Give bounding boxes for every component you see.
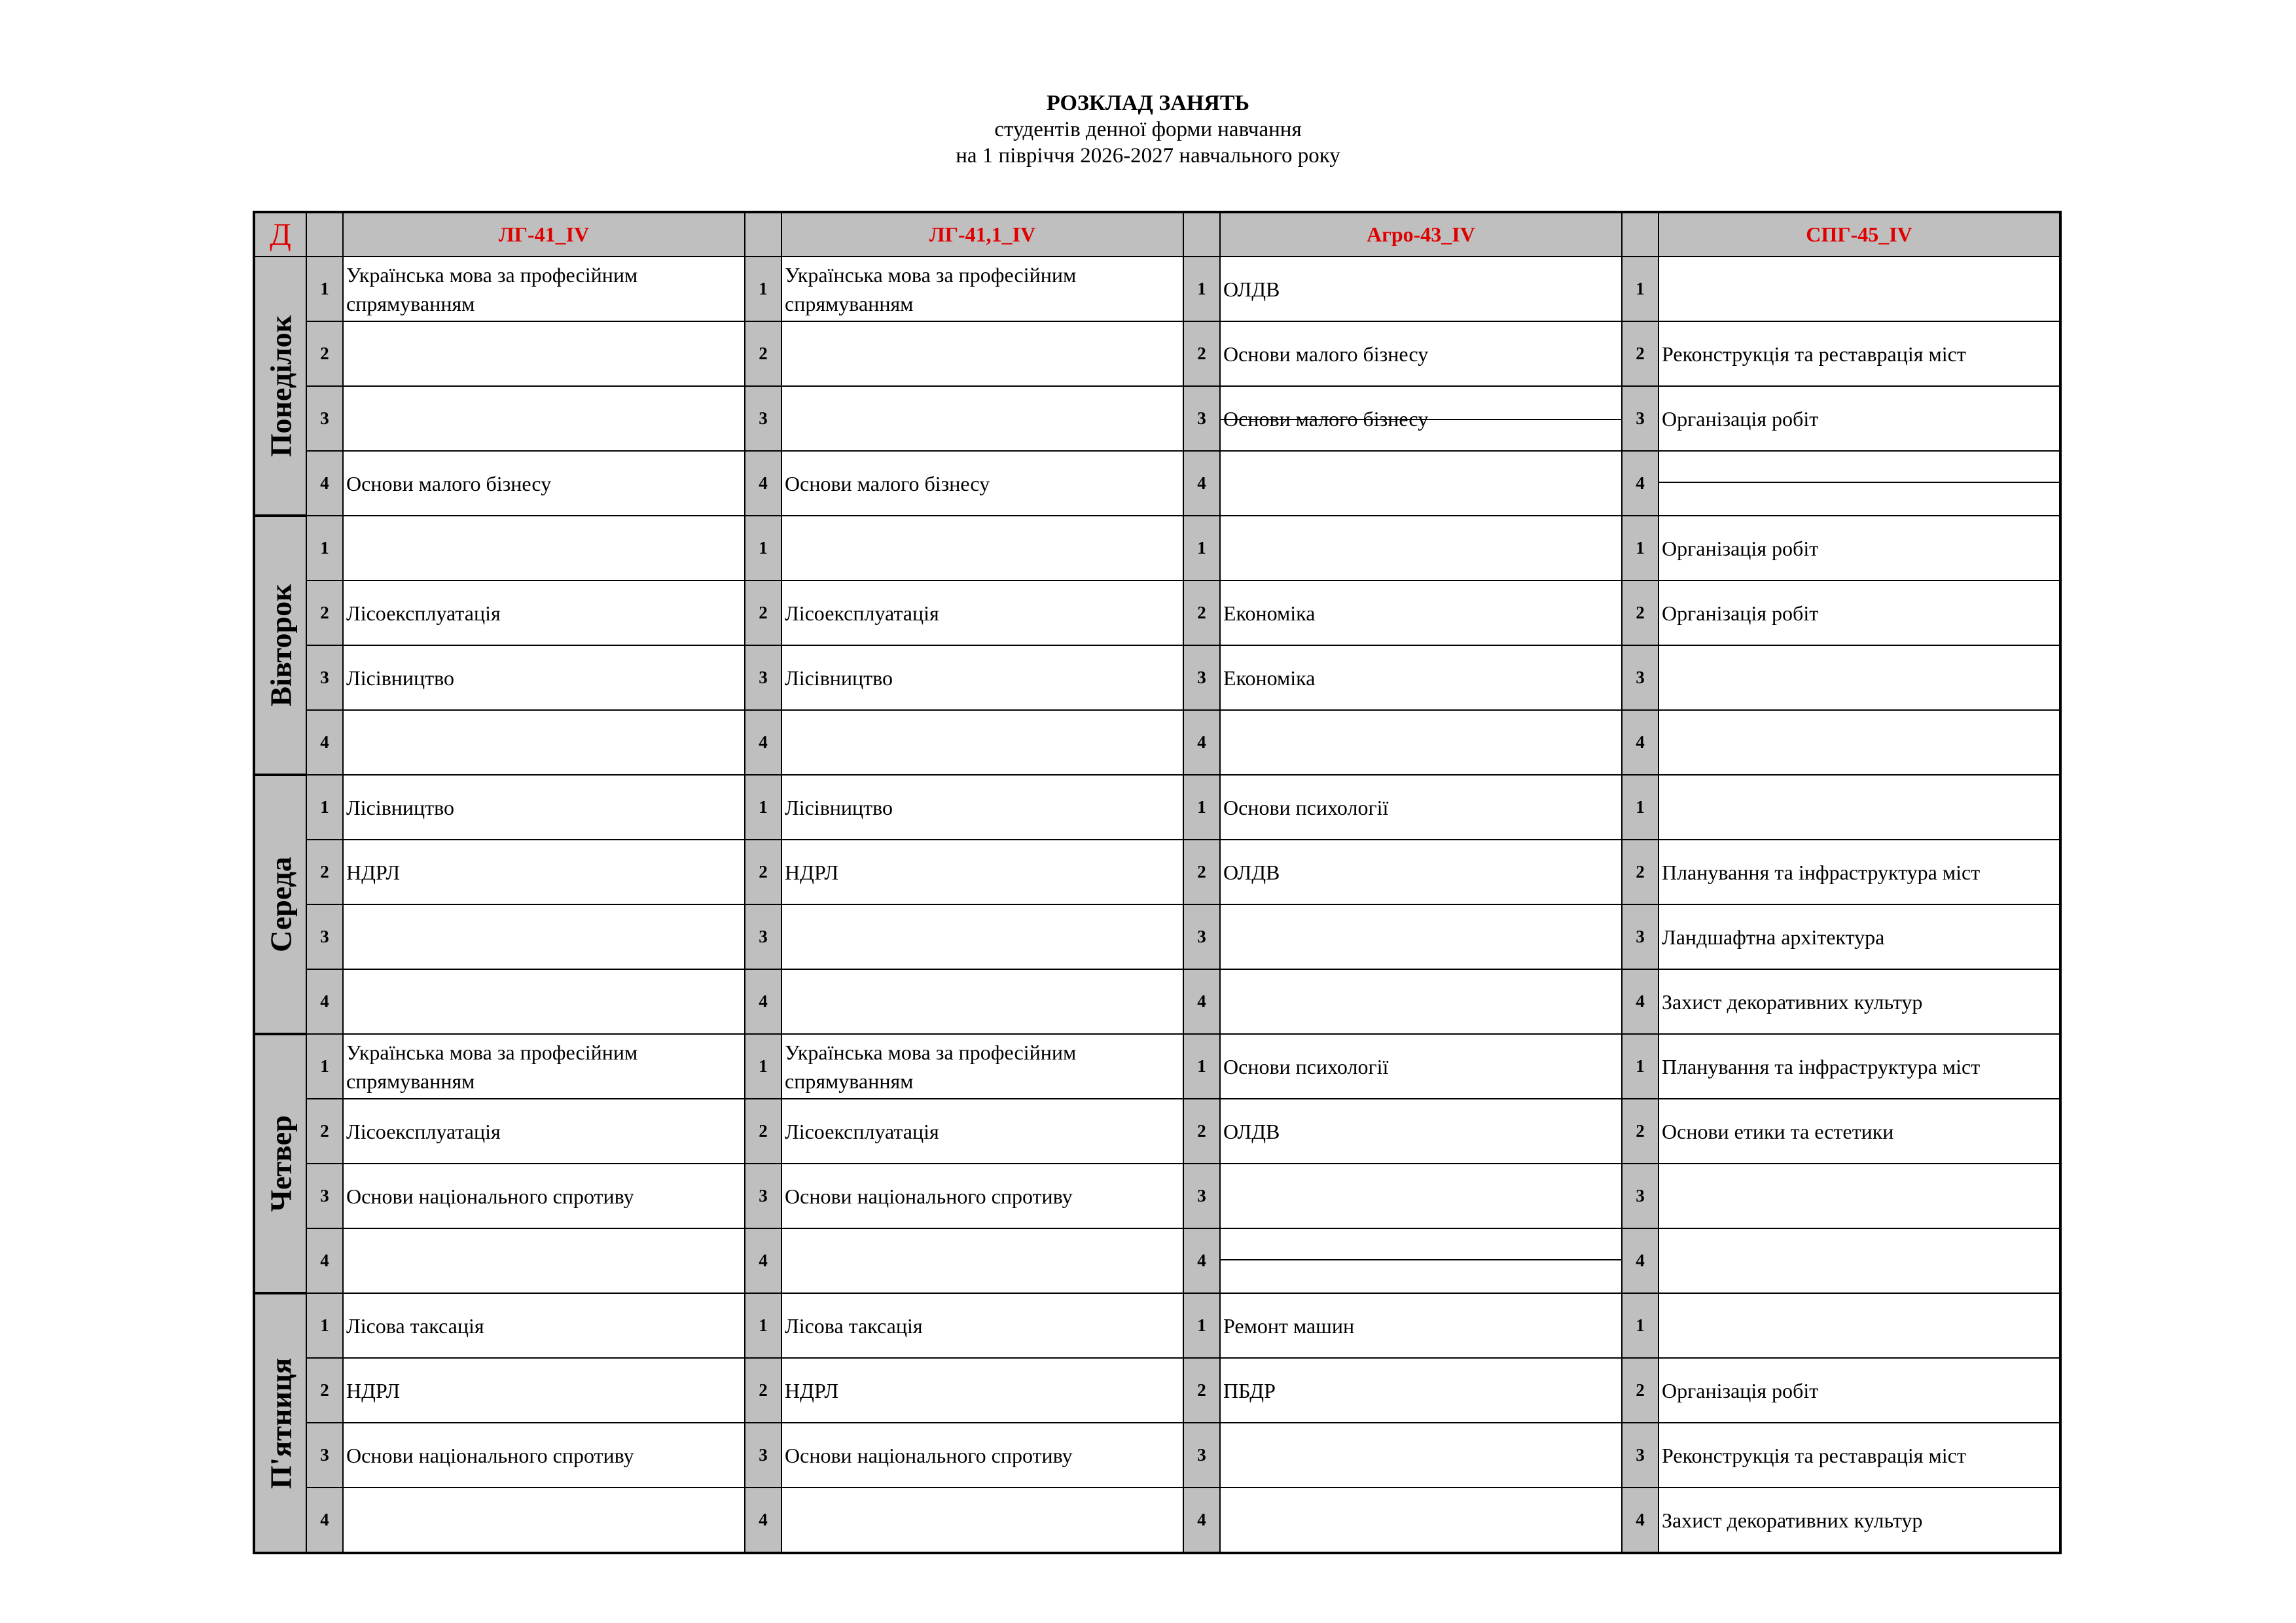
- lesson-number: 2: [306, 321, 343, 386]
- day-cell: [254, 1034, 306, 1293]
- subject-cell: [1659, 451, 2060, 516]
- lesson-number: 4: [306, 969, 343, 1034]
- lesson-row: [254, 840, 2060, 904]
- group-header: ЛГ-41_IV: [343, 212, 745, 257]
- lesson-number: 4: [1183, 710, 1220, 775]
- lesson-row: [254, 1034, 2060, 1099]
- lesson-number: 2: [745, 321, 781, 386]
- lesson-number: 1: [745, 775, 781, 840]
- lesson-number: 1: [1183, 775, 1220, 840]
- lesson-number: 3: [1183, 645, 1220, 710]
- subject-cell: Основи психології: [1220, 775, 1622, 840]
- lesson-number: 2: [1183, 580, 1220, 645]
- lesson-row: [254, 1099, 2060, 1164]
- subject-cell: [1220, 1228, 1622, 1293]
- day-cell: [254, 1293, 306, 1553]
- lesson-number: 1: [1183, 257, 1220, 321]
- lesson-number: 2: [745, 1099, 781, 1164]
- lesson-number: 3: [1622, 1423, 1659, 1488]
- lesson-number: 1: [1183, 516, 1220, 580]
- subject-cell: [343, 904, 745, 969]
- subject-cell: [343, 1488, 745, 1553]
- subject-cell: ОЛДВ: [1220, 257, 1622, 321]
- lesson-number: 4: [1622, 451, 1659, 516]
- lesson-row: [254, 645, 2060, 710]
- lesson-row: [254, 1358, 2060, 1423]
- group-header: ЛГ-41,1_IV: [781, 212, 1183, 257]
- group-header: Агро-43_IV: [1220, 212, 1622, 257]
- subject-cell: [1220, 1423, 1622, 1488]
- lesson-number: 1: [306, 1293, 343, 1358]
- subject-cell: [1220, 904, 1622, 969]
- lesson-number: 1: [1622, 257, 1659, 321]
- subject-cell: [1220, 1488, 1622, 1553]
- timetable: [253, 211, 2062, 1554]
- subject-cell: [1220, 451, 1622, 516]
- lesson-number: 2: [1622, 321, 1659, 386]
- subject-cell: Ландшафтна архітектура: [1659, 904, 2060, 969]
- schedule-subtitle-form: студентів денної форми навчання: [994, 118, 1302, 141]
- lesson-number: 1: [1622, 1034, 1659, 1099]
- subject-cell: ОЛДВ: [1220, 840, 1622, 904]
- day-label: П'ятниця: [264, 1357, 297, 1489]
- lesson-number: 4: [745, 710, 781, 775]
- lesson-number: 3: [306, 904, 343, 969]
- subject-cell: [343, 516, 745, 580]
- lesson-number: 1: [745, 257, 781, 321]
- lesson-number: 3: [1622, 904, 1659, 969]
- lesson-number: 1: [745, 516, 781, 580]
- subject-cell: Основи національного спротиву: [781, 1164, 1183, 1228]
- subject-cell: [781, 904, 1183, 969]
- lesson-row: [254, 1488, 2060, 1553]
- subject-cell: [781, 1228, 1183, 1293]
- lesson-row: [254, 321, 2060, 386]
- subject-cell: [1659, 1228, 2060, 1293]
- lesson-row: [254, 580, 2060, 645]
- lesson-number: 1: [1622, 1293, 1659, 1358]
- subject-cell: [1220, 1164, 1622, 1228]
- subject-cell: Економіка: [1220, 645, 1622, 710]
- lesson-number: 2: [1622, 580, 1659, 645]
- subject-cell: Організація робіт: [1659, 1358, 2060, 1423]
- day-label: Четвер: [264, 1115, 297, 1212]
- lesson-number: 4: [306, 1488, 343, 1553]
- lesson-number: 4: [1622, 1488, 1659, 1553]
- subject-cell: Лісова таксація: [343, 1293, 745, 1358]
- lesson-number: 2: [1183, 1358, 1220, 1423]
- lesson-number: 2: [306, 840, 343, 904]
- subject-cell: [1220, 516, 1622, 580]
- subject-cell: НДРЛ: [343, 840, 745, 904]
- subject-cell: НДРЛ: [343, 1358, 745, 1423]
- subject-cell: [1659, 645, 2060, 710]
- subject-cell: Лісоексплуатація: [343, 1099, 745, 1164]
- lesson-number: 4: [1622, 969, 1659, 1034]
- subject-cell: Лісівництво: [781, 645, 1183, 710]
- lesson-number: 1: [306, 775, 343, 840]
- lesson-number: 4: [1622, 710, 1659, 775]
- lesson-number: 4: [1183, 451, 1220, 516]
- subject-cell: Лісоексплуатація: [781, 1099, 1183, 1164]
- lesson-row: [254, 386, 2060, 451]
- number-column-header: [1183, 212, 1220, 257]
- lesson-row: [254, 516, 2060, 580]
- subject-cell: Реконструкція та реставрація міст: [1659, 321, 2060, 386]
- subject-cell: Основи психології: [1220, 1034, 1622, 1099]
- subject-cell: Планування та інфраструктура міст: [1659, 840, 2060, 904]
- subject-cell: [781, 321, 1183, 386]
- lesson-number: 2: [1183, 840, 1220, 904]
- lesson-number: 3: [306, 645, 343, 710]
- subject-cell: Лісівництво: [781, 775, 1183, 840]
- lesson-row: [254, 1293, 2060, 1358]
- group-header: СПГ-45_IV: [1659, 212, 2060, 257]
- lesson-number: 2: [1183, 321, 1220, 386]
- lesson-number: 3: [745, 904, 781, 969]
- day-cell: [254, 257, 306, 516]
- lesson-number: 3: [1622, 1164, 1659, 1228]
- subject-cell: [1659, 1293, 2060, 1358]
- lesson-row: [254, 904, 2060, 969]
- document-header: [0, 90, 2296, 169]
- lesson-row: [254, 710, 2060, 775]
- subject-cell: Українська мова за професійним спрямуванням: [781, 257, 1183, 321]
- subject-cell: [1659, 1164, 2060, 1228]
- subject-cell: Українська мова за професійним спрямуванням: [343, 257, 745, 321]
- subject-cell: [781, 516, 1183, 580]
- subject-cell: Економіка: [1220, 580, 1622, 645]
- subject-cell: Лісівництво: [343, 645, 745, 710]
- day-cell: [254, 516, 306, 775]
- subject-cell: [343, 969, 745, 1034]
- lesson-number: 4: [745, 1488, 781, 1553]
- schedule-title: РОЗКЛАД ЗАНЯТЬ: [1046, 91, 1250, 115]
- subject-cell: Ремонт машин: [1220, 1293, 1622, 1358]
- subject-cell: Основи національного спротиву: [343, 1423, 745, 1488]
- subject-cell: НДРЛ: [781, 840, 1183, 904]
- subject-cell: [1659, 710, 2060, 775]
- lesson-number: 1: [306, 516, 343, 580]
- lesson-row: [254, 1423, 2060, 1488]
- lesson-number: 3: [745, 1423, 781, 1488]
- number-column-header: [1622, 212, 1659, 257]
- lesson-number: 4: [745, 969, 781, 1034]
- lesson-number: 2: [745, 580, 781, 645]
- lesson-number: 3: [306, 1164, 343, 1228]
- lesson-number: 4: [306, 1228, 343, 1293]
- header-row: [254, 212, 2060, 257]
- subject-cell: [343, 1228, 745, 1293]
- subject-cell: [781, 386, 1183, 451]
- subject-cell: Лісівництво: [343, 775, 745, 840]
- lesson-number: 1: [745, 1293, 781, 1358]
- lesson-number: 2: [306, 580, 343, 645]
- subject-cell: [343, 386, 745, 451]
- subject-cell: Планування та інфраструктура міст: [1659, 1034, 2060, 1099]
- lesson-number: 4: [745, 1228, 781, 1293]
- subject-cell: Українська мова за професійним спрямуванням: [781, 1034, 1183, 1099]
- subject-cell: Лісова таксація: [781, 1293, 1183, 1358]
- lesson-row: [254, 451, 2060, 516]
- subject-cell: Захист декоративних культур: [1659, 969, 2060, 1034]
- subject-cell: [343, 710, 745, 775]
- day-column-header: Д: [254, 212, 306, 257]
- lesson-number: 2: [1622, 840, 1659, 904]
- lesson-number: 4: [306, 710, 343, 775]
- subject-cell: [781, 969, 1183, 1034]
- subject-cell: Реконструкція та реставрація міст: [1659, 1423, 2060, 1488]
- lesson-number: 2: [745, 1358, 781, 1423]
- lesson-number: 3: [306, 1423, 343, 1488]
- subject-cell: Захист декоративних культур: [1659, 1488, 2060, 1553]
- lesson-number: 3: [745, 1164, 781, 1228]
- lesson-row: [254, 1164, 2060, 1228]
- lesson-number: 2: [745, 840, 781, 904]
- subject-cell: Організація робіт: [1659, 580, 2060, 645]
- lesson-number: 2: [306, 1358, 343, 1423]
- lesson-number: 1: [1183, 1293, 1220, 1358]
- lesson-number: 3: [1183, 386, 1220, 451]
- lesson-number: 4: [745, 451, 781, 516]
- lesson-number: 4: [1622, 1228, 1659, 1293]
- subject-cell: Основи національного спротиву: [781, 1423, 1183, 1488]
- lesson-number: 4: [1183, 1488, 1220, 1553]
- lesson-row: [254, 257, 2060, 321]
- lesson-number: 2: [1183, 1099, 1220, 1164]
- subject-cell: Українська мова за професійним спрямуванням: [343, 1034, 745, 1099]
- lesson-number: 2: [1622, 1358, 1659, 1423]
- subject-cell: ОЛДВ: [1220, 1099, 1622, 1164]
- lesson-number: 2: [306, 1099, 343, 1164]
- subject-cell: НДРЛ: [781, 1358, 1183, 1423]
- lesson-number: 3: [1183, 1164, 1220, 1228]
- lesson-number: 1: [745, 1034, 781, 1099]
- subject-cell: ПБДР: [1220, 1358, 1622, 1423]
- number-column-header: [306, 212, 343, 257]
- lesson-number: 1: [306, 1034, 343, 1099]
- subject-cell: Основи малого бізнесу: [1220, 321, 1622, 386]
- subject-cell: Лісоексплуатація: [781, 580, 1183, 645]
- lesson-number: 3: [1183, 1423, 1220, 1488]
- lesson-number: 4: [306, 451, 343, 516]
- lesson-number: 1: [1183, 1034, 1220, 1099]
- lesson-number: 1: [306, 257, 343, 321]
- subject-cell: Основи малого бізнесу: [781, 451, 1183, 516]
- subject-cell: Основи малого бізнесу: [343, 451, 745, 516]
- lesson-number: 3: [745, 645, 781, 710]
- subject-cell: [1659, 257, 2060, 321]
- lesson-number: 4: [1183, 1228, 1220, 1293]
- lesson-row: [254, 775, 2060, 840]
- schedule-subtitle-period: на 1 півріччя 2026-2027 навчального року: [956, 144, 1340, 168]
- lesson-number: 3: [306, 386, 343, 451]
- day-label: Понеділок: [264, 315, 297, 457]
- subject-cell: [343, 321, 745, 386]
- subject-cell: Основи національного спротиву: [343, 1164, 745, 1228]
- subject-cell: [1220, 710, 1622, 775]
- lesson-number: 4: [1183, 969, 1220, 1034]
- lesson-row: [254, 969, 2060, 1034]
- day-label: Вівторок: [264, 584, 297, 707]
- subject-cell: Організація робіт: [1659, 516, 2060, 580]
- subject-cell: [1659, 775, 2060, 840]
- day-label: Середа: [264, 857, 297, 952]
- day-cell: [254, 775, 306, 1034]
- subject-cell: [781, 1488, 1183, 1553]
- subject-cell: [781, 710, 1183, 775]
- lesson-number: 3: [745, 386, 781, 451]
- subject-cell: [1220, 969, 1622, 1034]
- lesson-number: 3: [1183, 904, 1220, 969]
- lesson-number: 1: [1622, 516, 1659, 580]
- lesson-number: 1: [1622, 775, 1659, 840]
- lesson-row: [254, 1228, 2060, 1293]
- lesson-number: 3: [1622, 386, 1659, 451]
- subject-cell: Лісоексплуатація: [343, 580, 745, 645]
- subject-cell: Основи малого бізнесу: [1220, 386, 1622, 451]
- subject-cell: Основи етики та естетики: [1659, 1099, 2060, 1164]
- subject-cell: Організація робіт: [1659, 386, 2060, 451]
- number-column-header: [745, 212, 781, 257]
- lesson-number: 2: [1622, 1099, 1659, 1164]
- lesson-number: 3: [1622, 645, 1659, 710]
